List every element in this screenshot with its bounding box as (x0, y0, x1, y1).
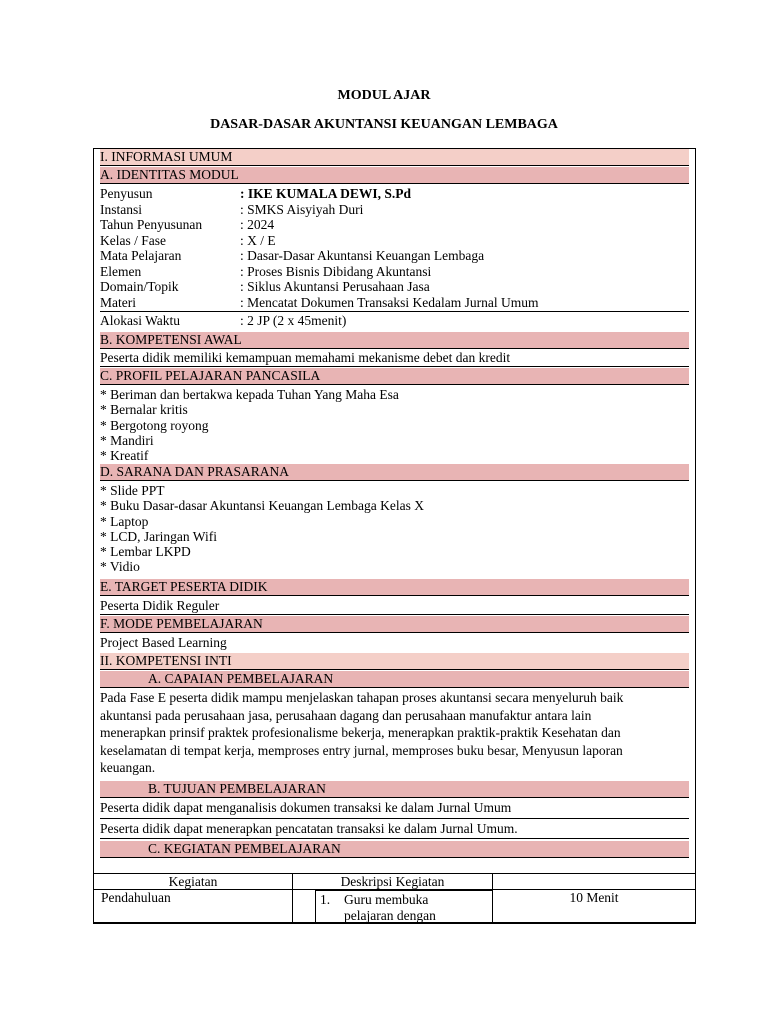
identitas-label: Tahun Penyusunan (100, 217, 203, 232)
section-mode-pembelajaran: F. MODE PEMBELAJARAN (100, 616, 689, 633)
profil-item: * Bergotong royong (100, 417, 209, 433)
deskripsi-line-1: Guru membuka (344, 892, 429, 907)
document-subtitle: DASAR-DASAR AKUNTANSI KEUANGAN LEMBAGA (210, 117, 558, 132)
table-cell-kegiatan: Pendahuluan (94, 890, 293, 924)
sarana-list (100, 483, 689, 575)
document-title: MODUL AJAR (337, 88, 431, 103)
alokasi-waktu-row (100, 313, 346, 328)
divider (100, 614, 689, 615)
table-cell-deskripsi (293, 890, 493, 924)
mode-text: Project Based Learning (100, 635, 227, 650)
profil-item: * Beriman dan bertakwa kepada Tuhan Yang Maha Esa (100, 387, 399, 402)
kompetensi-awal-text: Peserta didik memiliki kemampuan memahami mekanisme debet dan kredit (100, 350, 511, 365)
table-cell-waktu: 10 Menit (493, 890, 696, 924)
tujuan-item-2: Peserta didik dapat menerapkan pencatatan transaksi ke dalam Jurnal Umum. (100, 821, 518, 836)
section-sarana-prasarana: D. SARANA DAN PRASARANA (100, 464, 689, 481)
identitas-label: Kelas / Fase (100, 232, 166, 248)
identitas-label: Mata Pelajaran (100, 248, 182, 263)
section-kegiatan: C. KEGIATAN PEMBELAJARAN (100, 841, 689, 858)
identitas-value: : Dasar-Dasar Akuntansi Keuangan Lembaga (240, 248, 485, 263)
identitas-label: Penyusun (100, 186, 153, 201)
identitas-label: Materi (100, 294, 136, 310)
section-kompetensi-awal: B. KOMPETENSI AWAL (100, 332, 689, 349)
identitas-row (100, 279, 430, 294)
sarana-item: * Buku Dasar-dasar Akuntansi Keuangan Lembaga Kelas X (100, 498, 425, 514)
section-capaian: A. CAPAIAN PEMBELAJARAN (100, 671, 689, 688)
list-number: 1. (320, 892, 331, 907)
identitas-value: : SMKS Aisyiyah Duri (240, 201, 364, 217)
sarana-item: * Laptop (100, 513, 149, 529)
table-header-kegiatan: Kegiatan (94, 874, 293, 890)
divider (100, 311, 689, 312)
identitas-value: : Mencatat Dokumen Transaksi Kedalam Jurnal Umum (240, 294, 539, 310)
identitas-label: Domain/Topik (100, 279, 179, 294)
identitas-value: : X / E (240, 232, 276, 248)
kegiatan-table (93, 873, 696, 924)
identitas-row (100, 186, 411, 201)
sarana-item: * Slide PPT (100, 483, 165, 498)
divider (100, 838, 689, 839)
section-informasi-umum: I. INFORMASI UMUM (100, 149, 689, 166)
identitas-label: Elemen (100, 263, 142, 279)
identitas-row (100, 233, 276, 248)
capaian-text: Pada Fase E peserta didik mampu menjelaskan tahapan proses akuntansi secara menyeluruh baik akuntansi pada perusahaan jasa, perusahaan dagang dan perusahaan manufaktur antara lain menerapkan prinsif praktek profesionalisme bekerja, menerapkan praktik-praktik Kesehatan dan keselamatan di tempat kerja, memproses entry jurnal, memproses buku besar, Menyusun laporan keuangan. (100, 690, 624, 775)
table-header-deskripsi: Deskripsi Kegiatan (293, 874, 493, 890)
identitas-row (100, 217, 274, 232)
section-tujuan: B. TUJUAN PEMBELAJARAN (100, 781, 689, 798)
profil-item: * Mandiri (100, 432, 154, 448)
sarana-item: * Lembar LKPD (100, 544, 191, 560)
identitas-value: : Proses Bisnis Dibidang Akuntansi (240, 263, 432, 279)
identitas-label: Instansi (100, 201, 142, 217)
identitas-row (100, 248, 484, 263)
identitas-row (100, 202, 363, 217)
sarana-item: * LCD, Jaringan Wifi (100, 528, 217, 544)
profil-item: * Bernalar kritis (100, 402, 188, 418)
identitas-value: : Siklus Akuntansi Perusahaan Jasa (240, 279, 430, 294)
section-kompetensi-inti: II. KOMPETENSI INTI (100, 653, 689, 670)
profil-item: * Kreatif (100, 448, 149, 464)
identitas-value: : IKE KUMALA DEWI, S.Pd (240, 186, 412, 201)
table-header-waktu (493, 874, 696, 890)
section-profil-pancasila: C. PROFIL PELAJARAN PANCASILA (100, 368, 689, 385)
sarana-item: * Vidio (100, 559, 140, 575)
alokasi-waktu-value: : 2 JP (2 x 45menit) (240, 313, 347, 328)
profil-list (100, 387, 689, 463)
alokasi-waktu-label: Alokasi Waktu (100, 313, 181, 328)
identitas-row (100, 295, 538, 310)
target-text: Peserta Didik Reguler (100, 598, 220, 613)
divider (100, 366, 689, 367)
section-identitas-modul: A. IDENTITAS MODUL (100, 167, 689, 184)
tujuan-item-1: Peserta didik dapat menganalisis dokumen transaksi ke dalam Jurnal Umum (100, 800, 512, 815)
deskripsi-line-2: pelajaran dengan (344, 907, 436, 923)
identitas-row (100, 264, 431, 279)
divider (100, 818, 689, 819)
identitas-value: : 2024 (240, 217, 275, 232)
section-target-peserta: E. TARGET PESERTA DIDIK (100, 579, 689, 596)
